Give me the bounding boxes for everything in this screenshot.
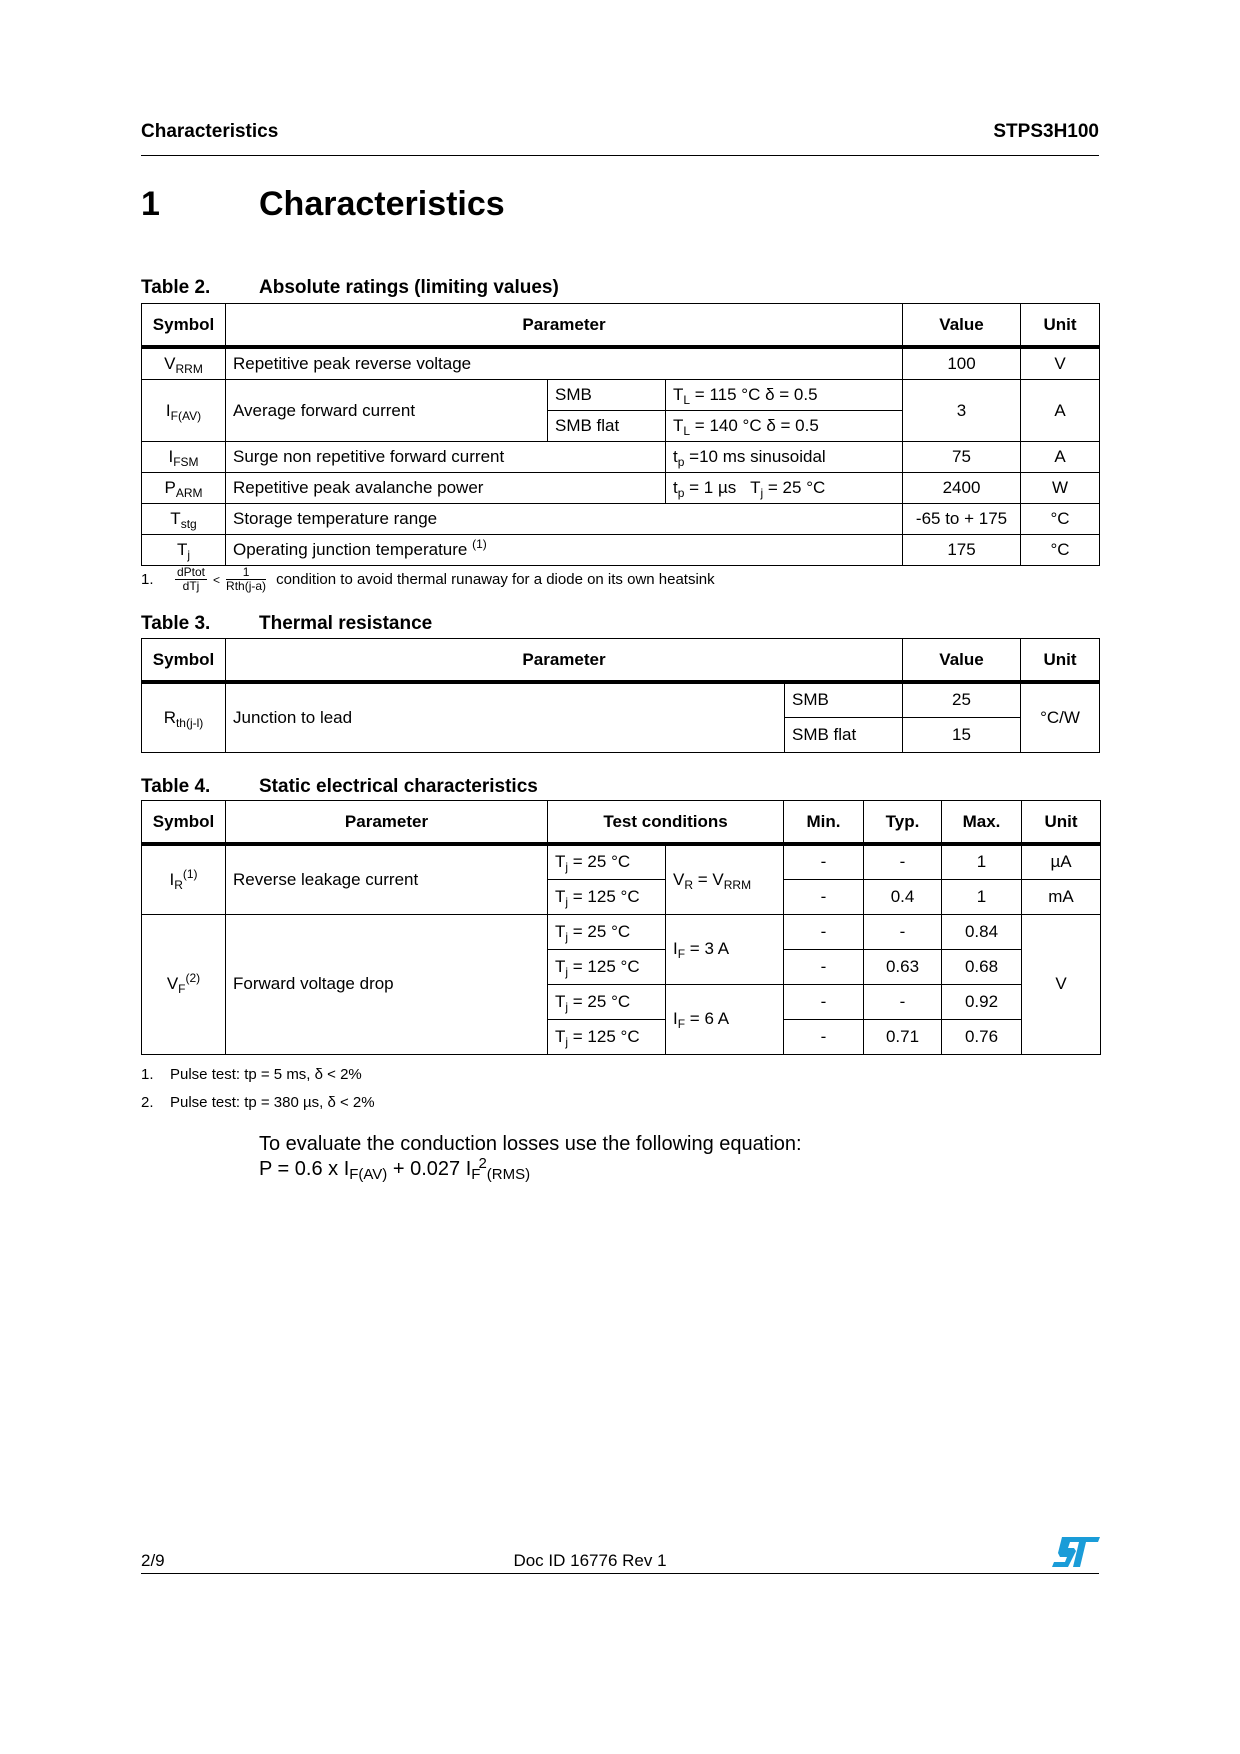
table-row-ifsm [142,442,1100,473]
static-electrical-characteristics-table [141,800,1101,1055]
symbol-cell: $V_{RRM}$ [142,347,226,380]
unit-cell: V [1021,347,1100,380]
max-cell: 0.92 [942,984,1022,1019]
thermal-resistance-table [141,638,1100,753]
document-id: Doc ID 16776 Rev 1 [513,1551,667,1570]
table2-title: Absolute ratings (limiting values) [259,277,559,298]
col-max: Max. [942,801,1022,845]
table4-label: Table 4. [141,776,211,797]
package-cell: SMB flat [785,717,903,752]
package-cell: SMB [548,380,666,411]
min-cell: - [784,984,864,1019]
unit-cell: °C [1021,504,1100,535]
symbol-cell: $I_{FSM}$ [142,442,226,473]
tj-condition-cell: $T_j = 125$ °C [548,879,666,914]
package-cell: SMB flat [548,411,666,442]
st-logo-icon [1052,1537,1100,1567]
footnote-number: 1. [141,1066,154,1083]
max-cell: 1 [942,879,1022,914]
running-header-section: Characteristics [141,121,279,142]
value-cell: 175 [903,535,1021,566]
col-test-conditions: Test conditions [548,801,784,845]
col-symbol: Symbol [142,801,226,845]
footer-rule [141,1573,1099,1574]
tj-condition-cell: $T_j = 25$ °C [548,984,666,1019]
min-cell: - [784,1019,864,1054]
parameter-cell: Surge non repetitive forward current [226,442,666,473]
unit-cell: A [1021,380,1100,442]
footnote-ref[interactable]: (1) [472,537,487,551]
min-cell: - [784,914,864,949]
footnote-text: Pulse test: tp = 5 ms, δ < 2% [170,1066,362,1083]
typ-cell: - [864,984,942,1019]
parameter-cell: Storage temperature range [226,504,903,535]
absolute-ratings-table [141,303,1100,566]
typ-cell: 0.4 [864,879,942,914]
unit-cell: °C/W [1021,682,1100,752]
value-cell: 15 [903,717,1021,752]
typ-cell: 0.63 [864,949,942,984]
header-rule [141,155,1099,156]
min-cell: - [784,949,864,984]
conduction-loss-equation: P = 0.6 x $I_{F(AV)} + 0.027$ $I_F^2_{(RMS)}$ [259,1155,531,1183]
parameter-cell: Average forward current [226,380,548,442]
typ-cell: - [864,914,942,949]
table-row-ifav [142,380,1100,411]
running-header-part-number: STPS3H100 [993,121,1099,142]
symbol-cell: $I_{F(AV)}$ [142,380,226,442]
table-header-row [142,801,1101,845]
table-row-vrrm [142,347,1100,380]
parameter-cell: Operating junction temperature $^{(1)}$ [226,535,903,566]
symbol-cell: $R_{th(j-l)}$ [142,682,226,752]
test-condition-cell: $I_F = 6$ A [666,984,784,1054]
max-cell: 0.68 [942,949,1022,984]
test-condition-cell: $V_R = V_{RRM}$ [666,844,784,914]
parameter-cell: Repetitive peak avalanche power [226,473,666,504]
condition-cell: $T_L = 115$ °C δ = 0.5 [666,380,903,411]
condition-cell: $t_p =10$ ms sinusoidal [666,442,903,473]
col-unit: Unit [1021,639,1100,683]
parameter-cell: Forward voltage drop [226,914,548,1054]
unit-cell: mA [1022,879,1101,914]
footnote-number: 1. [141,571,154,588]
value-cell: 2400 [903,473,1021,504]
col-value: Value [903,639,1021,683]
table-header-row [142,304,1100,348]
col-typ: Typ. [864,801,942,845]
symbol-cell: $T_{stg}$ [142,504,226,535]
less-than-sign: < [213,572,221,587]
section-number: 1 [141,185,160,223]
tj-condition-cell: $T_j = 25$ °C [548,914,666,949]
max-cell: 0.84 [942,914,1022,949]
unit-cell: V [1022,914,1101,1054]
unit-cell: °C [1021,535,1100,566]
tj-condition-cell: $T_j = 125$ °C [548,1019,666,1054]
footnote-number: 2. [141,1094,154,1111]
tj-condition-cell: $T_j = 25$ °C [548,844,666,879]
parameter-cell: Repetitive peak reverse voltage [226,347,903,380]
table2-footnote [141,566,715,593]
min-cell: - [784,844,864,879]
section-title: Characteristics [259,185,505,223]
value-cell: 75 [903,442,1021,473]
footnote-text: condition to avoid thermal runaway for a diode on its own heatsink [276,571,715,588]
typ-cell: 0.71 [864,1019,942,1054]
table4-footnote-2 [141,1094,375,1111]
table-row-tj [142,535,1100,566]
col-unit: Unit [1022,801,1101,845]
table4-footnote-1 [141,1066,362,1083]
parameter-cell: Junction to lead [226,682,785,752]
condition-cell: $t_p = 1$ µs $T_j = 25$ °C [666,473,903,504]
fraction-1-rth: $\frac{1}{\text{Rth(j-a)}}$ [226,565,267,593]
condition-cell: $T_L = 140$ °C δ = 0.5 [666,411,903,442]
equation-intro: To evaluate the conduction losses use the following equation: [259,1133,802,1155]
symbol-cell: $V_F^{(2)}$ [142,914,226,1054]
page-number: 2/9 [141,1551,165,1570]
min-cell: - [784,879,864,914]
col-value: Value [903,304,1021,348]
col-parameter: Parameter [226,639,903,683]
col-parameter: Parameter [226,801,548,845]
table3-title: Thermal resistance [259,613,433,634]
symbol-cell: $T_j$ [142,535,226,566]
max-cell: 1 [942,844,1022,879]
col-unit: Unit [1021,304,1100,348]
col-min: Min. [784,801,864,845]
symbol-cell: $P_{ARM}$ [142,473,226,504]
value-cell: 3 [903,380,1021,442]
table4-title: Static electrical characteristics [259,776,538,797]
table3-label: Table 3. [141,613,211,634]
footnote-text: Pulse test: tp = 380 µs, δ < 2% [170,1094,375,1111]
package-cell: SMB [785,682,903,717]
unit-cell: W [1021,473,1100,504]
table2-label: Table 2. [141,277,211,298]
table-row-vf-3a-25 [142,914,1101,949]
table-row-ir-25 [142,844,1101,879]
table-header-row [142,639,1100,683]
col-symbol: Symbol [142,639,226,683]
unit-cell: A [1021,442,1100,473]
value-cell: -65 to + 175 [903,504,1021,535]
unit-cell: µA [1022,844,1101,879]
fraction-dptot-dtj: $\frac{\text{dPtot}}{\text{dTj}}$ [177,565,206,593]
col-parameter: Parameter [226,304,903,348]
typ-cell: - [864,844,942,879]
test-condition-cell: $I_F = 3$ A [666,914,784,984]
value-cell: 100 [903,347,1021,380]
table-row-parm [142,473,1100,504]
parameter-cell: Reverse leakage current [226,844,548,914]
col-symbol: Symbol [142,304,226,348]
symbol-cell: $I_R^{(1)}$ [142,844,226,914]
value-cell: 25 [903,682,1021,717]
table-row-rth-smb [142,682,1100,717]
tj-condition-cell: $T_j = 125$ °C [548,949,666,984]
max-cell: 0.76 [942,1019,1022,1054]
table-row-tstg [142,504,1100,535]
